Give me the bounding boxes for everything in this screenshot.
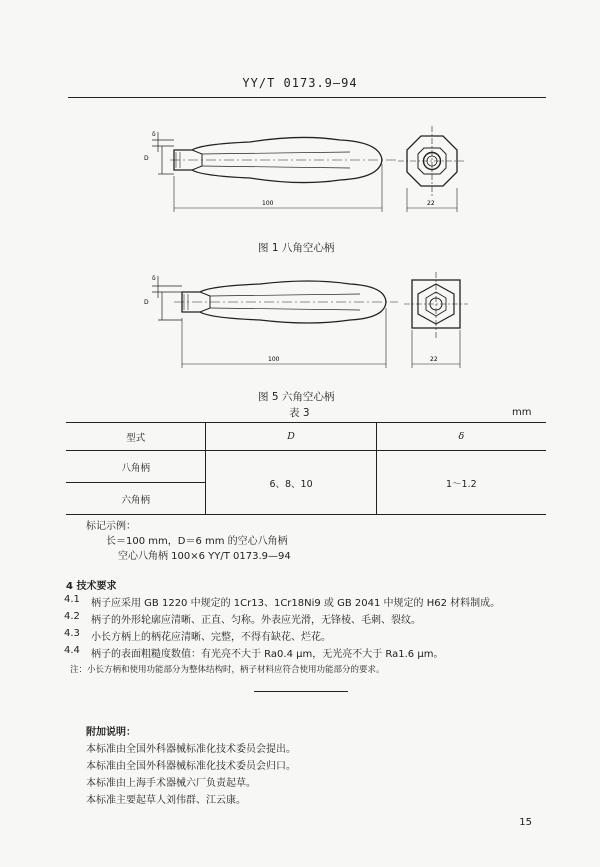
marking-line1: 长＝100 mm，D＝6 mm 的空心八角柄 <box>106 536 288 547</box>
req-4-2-text: 柄子的外形轮廓应清晰、正直、匀称。外表应光滑，无锋棱、毛刺、裂纹。 <box>91 615 421 626</box>
appendix-line-1: 本标准由全国外科器械标准化技术委员会提出。 <box>86 744 296 755</box>
cell-delta-values: 1～1.2 <box>376 451 546 515</box>
table-header-row <box>66 423 546 451</box>
header-D: D <box>206 423 376 451</box>
figure5-drawing <box>140 268 470 378</box>
req-4-1-num: 4.1 <box>64 594 80 605</box>
header-rule <box>68 97 546 98</box>
header-type: 型式 <box>66 423 206 451</box>
figure1-caption: 图 1 八角空心柄 <box>258 242 335 254</box>
appendix-heading: 附加说明： <box>86 727 136 738</box>
appendix-line-3: 本标准由上海手术器械六厂负责起草。 <box>86 778 256 789</box>
req-4-3-num: 4.3 <box>64 628 80 639</box>
figure5-caption: 图 5 六角空心柄 <box>258 391 335 403</box>
row-type-octagonal: 八角柄 <box>66 451 206 483</box>
appendix-line-2: 本标准由全国外科器械标准化技术委员会归口。 <box>86 761 296 772</box>
fig5-D-label: D <box>144 299 149 306</box>
standard-code: YY/T 0173.9—94 <box>242 76 358 90</box>
fig1-width-dim: 22 <box>427 200 435 207</box>
marking-heading: 标记示例： <box>86 521 136 532</box>
table3 <box>66 422 546 515</box>
req-4-2-num: 4.2 <box>64 611 80 622</box>
table-row <box>66 451 546 483</box>
req-4-4-text: 柄子的表面粗糙度数值：有光亮不大于 Ra0.4 μm，无光亮不大于 Ra1.6 μm。 <box>91 649 444 660</box>
table3-title: 表 3 <box>289 407 310 419</box>
fig1-D-label: D <box>144 155 149 162</box>
fig1-delta-label: δ <box>152 131 156 138</box>
req-4-3-text: 小长方柄上的柄花应清晰、完整，不得有缺花、烂花。 <box>91 632 331 643</box>
fig5-length-dim: 100 <box>268 356 280 363</box>
req-4-1-text: 柄子应采用 GB 1220 中规定的 1Cr13、1Cr18Ni9 或 GB 2041 中规定的 H62 材料制成。 <box>91 598 501 609</box>
fig1-length-dim: 100 <box>262 200 274 207</box>
page-number: 15 <box>519 817 532 828</box>
appendix-line-4: 本标准主要起草人刘伟群、江云康。 <box>86 795 246 806</box>
row-type-hexagonal: 六角柄 <box>66 483 206 515</box>
req-4-4-num: 4.4 <box>64 645 80 656</box>
table3-unit: mm <box>512 407 532 418</box>
divider-rule <box>254 691 348 692</box>
cell-D-values: 6、8、10 <box>206 451 376 515</box>
fig5-delta-label: δ <box>152 275 156 282</box>
figure1-drawing <box>140 122 470 232</box>
fig5-width-dim: 22 <box>430 356 438 363</box>
section4-heading: 4 技术要求 <box>66 581 117 592</box>
header-delta: δ <box>376 423 546 451</box>
section4-note: 注：小长方柄和使用功能部分为整体结构时，柄子材料应符合使用功能部分的要求。 <box>70 665 385 675</box>
marking-line2: 空心八角柄 100×6 YY/T 0173.9—94 <box>118 551 291 562</box>
